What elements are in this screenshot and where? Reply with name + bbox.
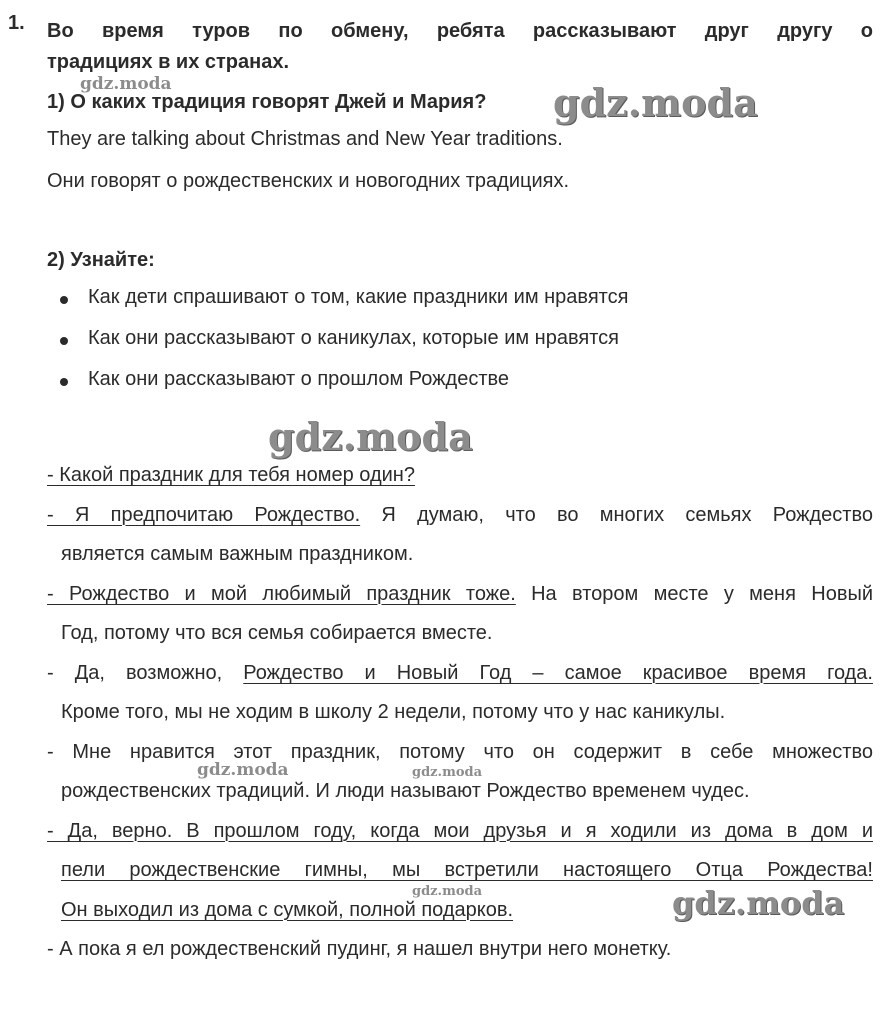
task-title-line2: традициях в их странах. [47, 51, 290, 73]
question-2-label: 2) Узнайте: [47, 249, 155, 271]
dialogue-line-7: - А пока я ел рождественский пудинг, я нашел внутри него монетку. [47, 938, 672, 960]
dialogue-line-1: - Какой праздник для тебя номер один? [47, 464, 415, 486]
dialogue-line-2b: является самым важным праздником. [61, 543, 414, 565]
dialogue-line-5: - Мне нравится этот праздник, потому что он содержит в себе множество [47, 740, 873, 763]
task-title-line1: Во время туров по обмену, ребята рассказывают друг другу о [47, 20, 873, 42]
bullet-icon [60, 296, 68, 304]
question-1-label: 1) О каких традиция говорят Джей и Мария? [47, 91, 487, 113]
bullet-icon [60, 337, 68, 345]
watermark: gdz.moda [553, 80, 758, 125]
dialogue-line-6b: пели рождественские гимны, мы встретили настоящего Отца Рождества! [61, 859, 873, 881]
task-number: 1. [8, 12, 25, 34]
list-item: Как дети спрашивают о том, какие праздники им нравятся [60, 286, 628, 327]
dialogue-line-3: - Рождество и мой любимый праздник тоже. На втором месте у меня Новый [47, 582, 873, 605]
bullet-icon [60, 378, 68, 386]
dialogue-line-3b: Год, потому что вся семья собирается вместе. [61, 622, 493, 644]
watermark: gdz.moda [412, 884, 483, 899]
list-item: Как они рассказывают о каникулах, которые им нравятся [60, 327, 628, 368]
watermark: gdz.moda [412, 765, 483, 780]
dialogue-line-5b: рождественских традиций. И люди называют Рождество временем чудес. [61, 780, 750, 802]
watermark: gdz.moda [80, 74, 172, 94]
watermark: gdz.moda [268, 414, 473, 459]
dialogue-line-4b: Кроме того, мы не ходим в школу 2 недели, потому что у нас каникулы. [61, 701, 726, 723]
bullet-list [60, 286, 628, 409]
watermark: gdz.moda [672, 884, 845, 922]
dialogue-line-6c: Он выходил из дома с сумкой, полной подарков. [61, 898, 514, 921]
watermark: gdz.moda [197, 760, 289, 780]
dialogue-line-2: - Я предпочитаю Рождество. Я думаю, что во многих семьях Рождество [47, 503, 873, 526]
answer-russian: Они говорят о рождественских и новогодних традициях. [47, 170, 570, 192]
list-item: Как они рассказывают о прошлом Рождестве [60, 368, 628, 409]
dialogue-line-4: - Да, возможно, Рождество и Новый Год – самое красивое время года. [47, 661, 873, 684]
dialogue-line-6: - Да, верно. В прошлом году, когда мои друзья и я ходили из дома в дом и [47, 819, 873, 842]
answer-english: They are talking about Christmas and New Year traditions. [47, 128, 563, 150]
